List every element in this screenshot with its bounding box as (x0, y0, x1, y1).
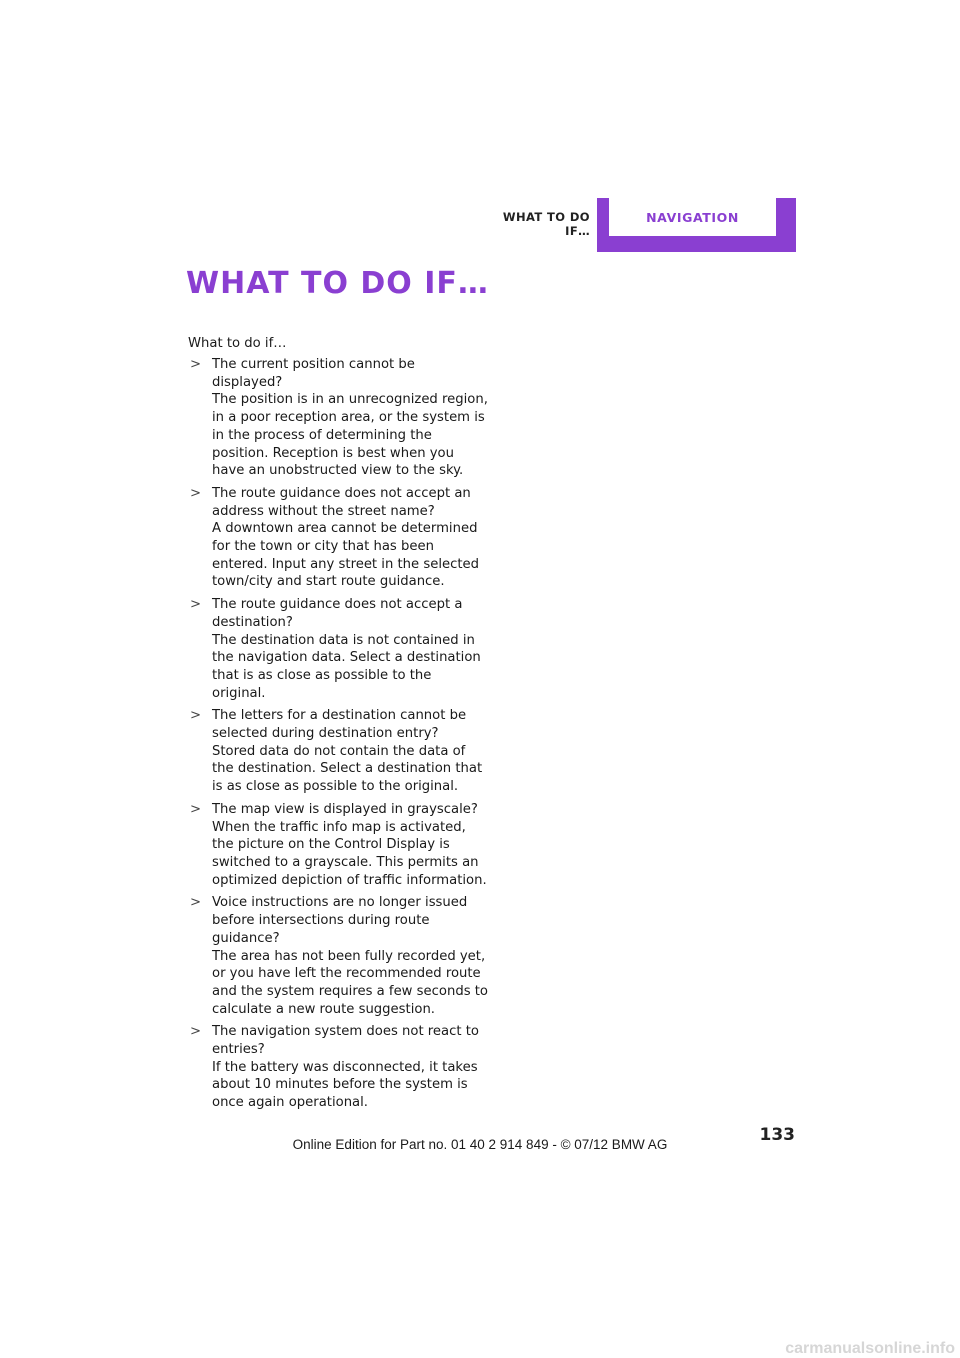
faq-item (188, 707, 488, 796)
running-header: WHAT TO DO IF… (502, 210, 590, 238)
bullet-marker: > (190, 357, 202, 372)
section-tab-label: NAVIGATION (609, 198, 776, 236)
bullet-marker: > (190, 597, 202, 613)
page-title: WHAT TO DO IF… (186, 266, 489, 301)
bullet-marker: > (190, 708, 202, 724)
faq-answer: When the traffic info map is activated, the picture on the Control Display is switched to a grayscale. This permits an optimized depiction of traffic information. (212, 819, 487, 888)
watermark: carmanualsonline.info (785, 1340, 955, 1357)
faq-question: The map view is displayed in grayscale? (212, 801, 478, 817)
faq-answer: If the battery was disconnected, it takes about 10 minutes before the system is once again operational. (212, 1059, 478, 1111)
faq-list (188, 356, 488, 1117)
footer-edition-note: Online Edition for Part no. 01 40 2 914 849 - © 07/12 BMW AG (292, 1137, 668, 1152)
faq-item (188, 801, 488, 890)
intro-text: What to do if… (188, 336, 287, 351)
faq-answer: The area has not been fully recorded yet, or you have left the recommended route and the system requires a few seconds to calculate a new route suggestion. (212, 948, 488, 1017)
faq-answer: A downtown area cannot be determined for the town or city that has been entered. Input any street in the selected town/city and start route guidance. (212, 521, 480, 590)
faq-item (188, 356, 488, 480)
faq-item (188, 894, 488, 1018)
bullet-marker: > (190, 485, 202, 501)
faq-answer: The position is in an unrecognized region, in a poor reception area, or the system is in the process of determining the position. Reception is best when you have an unobstructed view to the sky. (212, 392, 488, 479)
page-number: 133 (759, 1125, 795, 1145)
faq-question: The route guidance does not accept an address without the street name? (212, 485, 471, 519)
faq-item (188, 596, 488, 702)
faq-question: Voice instructions are no longer issued before intersections during route guidance? (212, 895, 468, 946)
faq-question: The letters for a destination cannot be selected during destination entry? (212, 708, 467, 742)
faq-question: The current position cannot be displayed? (212, 357, 415, 390)
section-tab (597, 198, 796, 252)
faq-item (188, 1023, 488, 1112)
bullet-marker: > (190, 801, 202, 817)
faq-answer: The destination data is not contained in the navigation data. Select a destination that is as close as possible to the original. (212, 632, 481, 701)
faq-question: The route guidance does not accept a destination? (212, 597, 463, 630)
faq-question: The navigation system does not react to entries? (212, 1024, 479, 1058)
faq-item (188, 485, 488, 591)
bullet-marker: > (190, 1024, 202, 1040)
bullet-marker: > (190, 895, 202, 911)
faq-answer: Stored data do not contain the data of the destination. Select a destination that is as close as possible to the original. (212, 743, 483, 795)
